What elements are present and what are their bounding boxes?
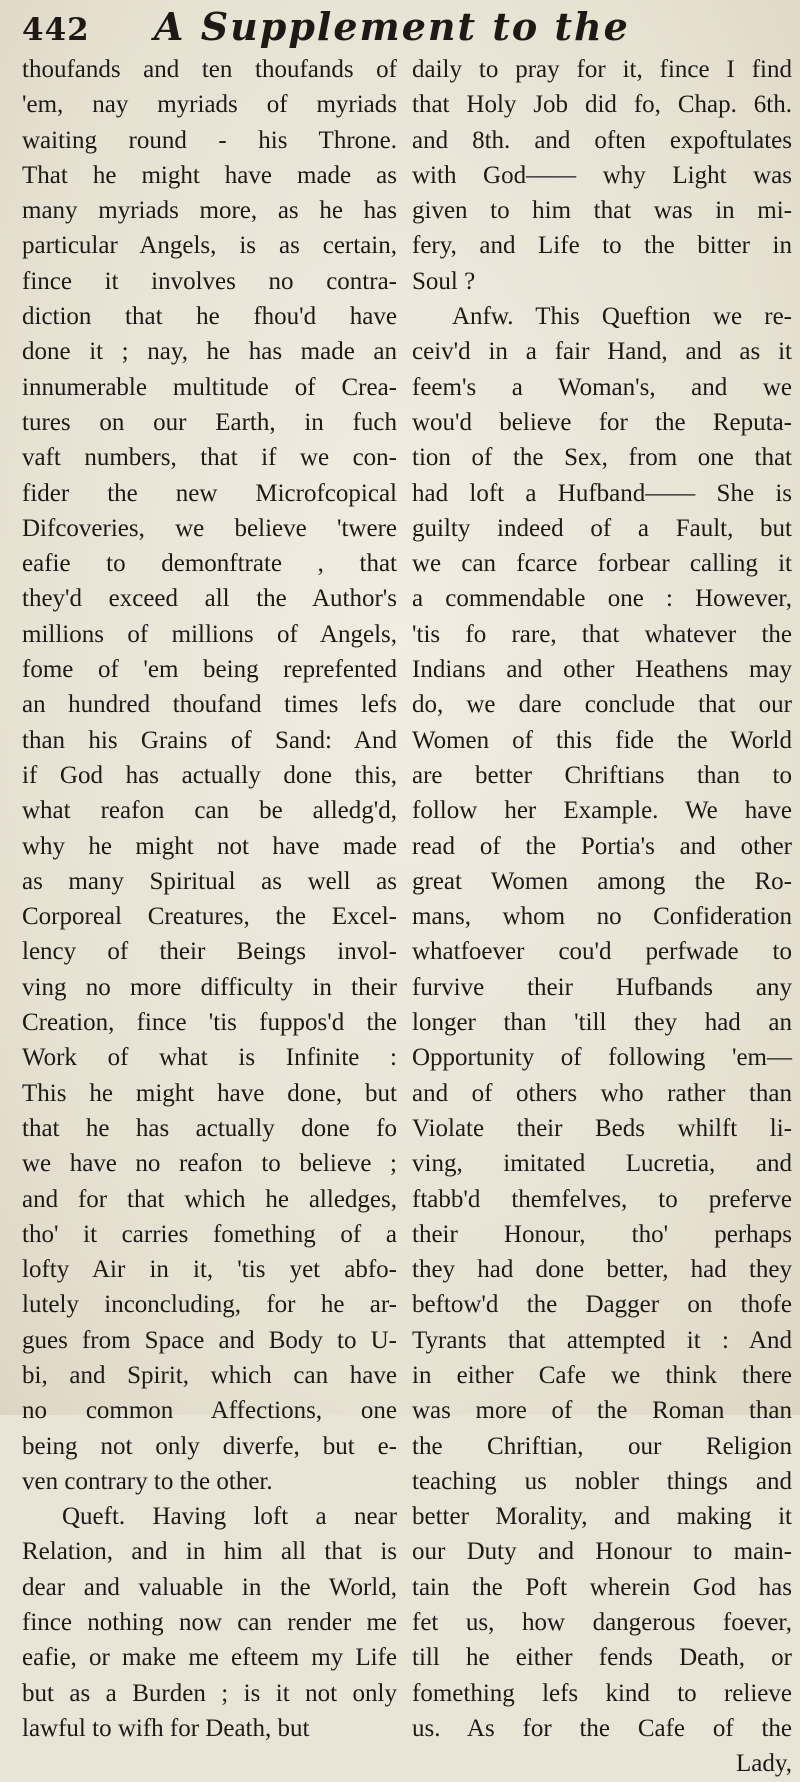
text-line: This he might have done, but xyxy=(22,1079,397,1107)
text-line: Anfw. This Queftion we re- xyxy=(452,303,792,331)
text-line: we have no reafon to believe ; xyxy=(22,1150,397,1178)
text-line: teaching us nobler things and xyxy=(412,1467,792,1495)
text-line: whatfoever cou'd perfwade to xyxy=(412,938,792,966)
text-line: than his Grains of Sand: And xyxy=(22,726,397,754)
text-line: ceiv'd in a fair Hand, and as it xyxy=(412,338,792,366)
text-line: fery, and Life to the bitter in xyxy=(412,232,792,260)
text-line: Women of this fide the World xyxy=(412,726,792,754)
text-line: read of the Portia's and other xyxy=(412,832,792,860)
text-line: given to him that was in mi- xyxy=(412,197,792,225)
text-line: we can fcarce forbear calling it xyxy=(412,550,792,578)
page-number: 442 xyxy=(22,12,90,48)
text-line: 'tis fo rare, that whatever the xyxy=(412,620,792,648)
text-line: lency of their Beings invol- xyxy=(22,938,397,966)
text-line: follow her Example. We have xyxy=(412,797,792,825)
text-line: lawful to wifh for Death, but xyxy=(22,1714,310,1742)
text-line: our Duty and Honour to main- xyxy=(412,1538,792,1566)
text-line: Queft. Having loft a near xyxy=(62,1503,397,1531)
text-line: had loft a Hufband—— She is xyxy=(412,479,792,507)
text-line: 'em, nay myriads of myriads xyxy=(22,91,397,119)
text-line: they'd exceed all the Author's xyxy=(22,585,397,613)
text-line: Violate their Beds whilft li- xyxy=(412,1114,792,1142)
text-line: but as a Burden ; is it not only xyxy=(22,1679,397,1707)
text-line: an hundred thoufand times lefs xyxy=(22,691,397,719)
text-line: why he might not have made xyxy=(22,832,397,860)
text-line: better Morality, and making it xyxy=(412,1503,792,1531)
text-line: Soul ? xyxy=(412,267,476,295)
text-line: with God—— why Light was xyxy=(412,161,792,189)
text-line: gues from Space and Body to U- xyxy=(22,1326,397,1354)
text-line: tion of the Sex, from one that xyxy=(412,444,792,472)
text-line: tain the Poft wherein God has xyxy=(412,1573,792,1601)
text-line: lutely inconcluding, for he ar- xyxy=(22,1291,397,1319)
text-line: thoufands and ten thoufands of xyxy=(22,56,397,83)
text-line: no common Affections, one xyxy=(22,1397,397,1425)
text-line: great Women among the Ro- xyxy=(412,867,792,895)
text-line: and of others who rather than xyxy=(412,1079,792,1107)
text-line: their Honour, tho' perhaps xyxy=(412,1220,792,1248)
text-line: fomething lefs kind to relieve xyxy=(412,1679,792,1707)
text-line: do, we dare conclude that our xyxy=(412,691,792,719)
text-line: particular Angels, is as certain, xyxy=(22,232,397,260)
text-line: Indians and other Heathens may xyxy=(412,656,792,684)
text-line: Tyrants that attempted it : And xyxy=(412,1326,792,1354)
text-line: us. As for the Cafe of the xyxy=(412,1714,792,1742)
text-line: fince nothing now can render me xyxy=(22,1609,397,1637)
text-line: bi, and Spirit, which can have xyxy=(22,1361,397,1389)
text-line: and 8th. and often expoftulates xyxy=(412,126,792,154)
text-line: Work of what is Infinite : xyxy=(22,1044,397,1072)
text-line: waiting round - his Throne. xyxy=(22,126,397,154)
text-line: vaft numbers, that if we con- xyxy=(22,444,397,472)
text-line: Corporeal Creatures, the Excel- xyxy=(22,903,397,931)
text-line: millions of millions of Angels, xyxy=(22,620,397,648)
text-line: in either Cafe we think there xyxy=(412,1361,792,1389)
text-line: furvive their Hufbands any xyxy=(412,973,792,1001)
text-line: dear and valuable in the World, xyxy=(22,1573,397,1601)
text-line: diction that he fhou'd have xyxy=(22,303,397,331)
text-line: mans, whom no Confideration xyxy=(412,903,792,931)
right-column xyxy=(412,52,792,1782)
text-line: eafie, or make me efteem my Life xyxy=(22,1644,397,1672)
text-line: tures on our Earth, in fuch xyxy=(22,408,397,436)
text-line: being not only diverfe, but e- xyxy=(22,1432,397,1460)
text-line: ftabb'd themfelves, to preferve xyxy=(412,1185,792,1213)
text-line: the Chriftian, our Religion xyxy=(412,1432,792,1460)
text-line: are better Chriftians than to xyxy=(412,761,792,789)
text-line: if God has actually done this, xyxy=(22,761,397,789)
text-line: lofty Air in it, 'tis yet abfo- xyxy=(22,1256,397,1284)
text-line: and for that which he alledges, xyxy=(22,1185,397,1213)
text-line: Lady, xyxy=(736,1750,792,1778)
text-line: Difcoveries, we believe 'twere xyxy=(22,514,397,542)
text-line: innumerable multitude of Crea- xyxy=(22,373,397,401)
text-line: wou'd believe for the Reputa- xyxy=(412,408,792,436)
text-line: That he might have made as xyxy=(22,161,397,189)
text-line: Opportunity of following 'em— xyxy=(412,1044,792,1072)
text-line: Relation, and in him all that is xyxy=(22,1538,397,1566)
text-line: fider the new Microfcopical xyxy=(22,479,397,507)
text-line: a commendable one : However, xyxy=(412,585,792,613)
text-line: tho' it carries fomething of a xyxy=(22,1220,397,1248)
text-line: daily to pray for it, fince I find xyxy=(412,56,792,83)
text-line: guilty indeed of a Fault, but xyxy=(412,514,792,542)
text-line: fet us, how dangerous foever, xyxy=(412,1609,792,1637)
text-line: done it ; nay, he has made an xyxy=(22,338,397,366)
text-line: what reafon can be alledg'd, xyxy=(22,797,397,825)
text-line: ving, imitated Lucretia, and xyxy=(412,1150,792,1178)
text-line: feem's a Woman's, and we xyxy=(412,373,792,401)
text-line: ven contrary to the other. xyxy=(22,1467,273,1495)
text-line: Creation, fince 'tis fuppos'd the xyxy=(22,1009,397,1037)
text-line: as many Spiritual as well as xyxy=(22,867,397,895)
text-line: beftow'd the Dagger on thofe xyxy=(412,1291,792,1319)
text-line: fince it involves no contra- xyxy=(22,267,397,295)
text-line: many myriads more, as he has xyxy=(22,197,397,225)
left-column xyxy=(22,52,397,1746)
text-line: fome of 'em being reprefented xyxy=(22,656,397,684)
text-line: was more of the Roman than xyxy=(412,1397,792,1425)
page-header xyxy=(22,4,792,48)
text-line: longer than 'till they had an xyxy=(412,1009,792,1037)
text-line: they had done better, had they xyxy=(412,1256,792,1284)
text-line: ving no more difficulty in their xyxy=(22,973,397,1001)
text-line: till he either fends Death, or xyxy=(412,1644,792,1672)
running-title: A Supplement to the xyxy=(154,4,630,49)
text-line: that Holy Job did fo, Chap. 6th. xyxy=(412,91,792,119)
text-line: eafie to demonftrate , that xyxy=(22,550,397,578)
text-line: that he has actually done fo xyxy=(22,1114,397,1142)
